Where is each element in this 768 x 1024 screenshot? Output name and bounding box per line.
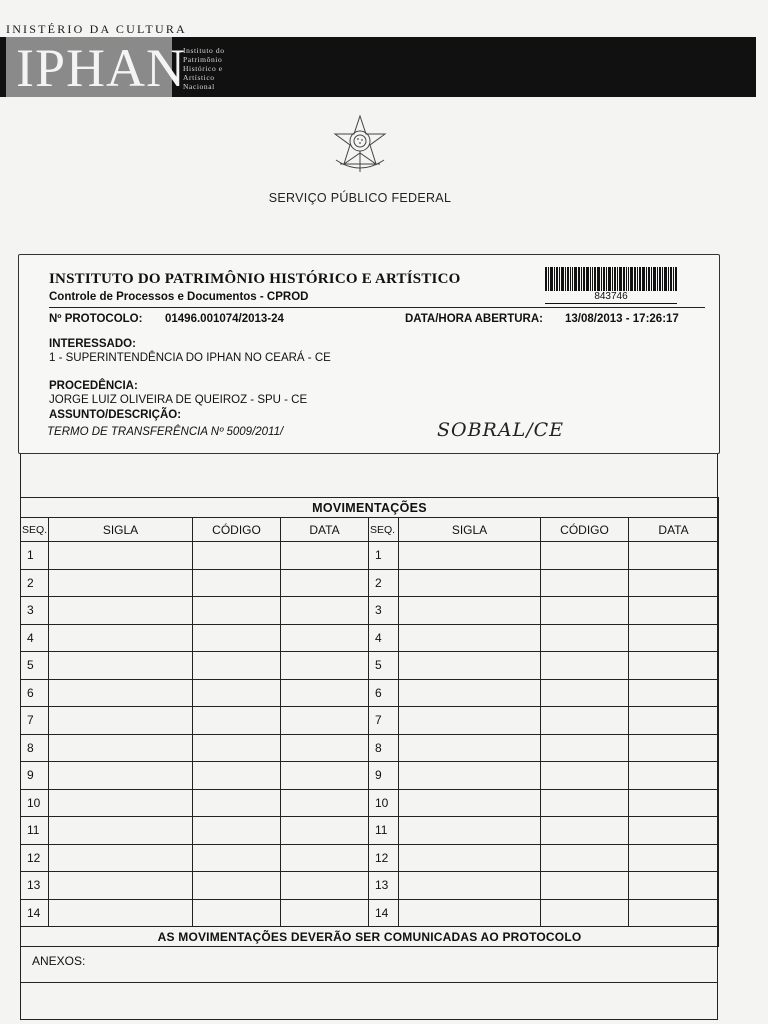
empty-cell [629, 762, 719, 790]
table-row [21, 679, 719, 707]
movements-title: MOVIMENTAÇÕES [21, 498, 719, 518]
empty-cell [541, 652, 629, 680]
seq-cell: 3 [21, 597, 49, 625]
empty-cell [49, 817, 193, 845]
column-header: DATA [281, 518, 369, 542]
empty-cell [49, 679, 193, 707]
seq-cell: 2 [21, 569, 49, 597]
column-header: SIGLA [399, 518, 541, 542]
ministry-name: INISTÉRIO DA CULTURA [6, 22, 187, 36]
seq-cell: 4 [21, 624, 49, 652]
cprod-subtitle: Controle de Processos e Documentos - CPROD [49, 291, 309, 303]
table-row [21, 762, 719, 790]
empty-cell [193, 707, 281, 735]
seq-cell: 13 [21, 872, 49, 900]
empty-cell [281, 844, 369, 872]
empty-cell [49, 899, 193, 927]
empty-cell [629, 844, 719, 872]
empty-cell [541, 597, 629, 625]
empty-cell [49, 734, 193, 762]
empty-cell [281, 542, 369, 570]
empty-cell [49, 707, 193, 735]
empty-cell [629, 569, 719, 597]
seq-cell: 13 [369, 872, 399, 900]
movements-header-row [21, 518, 719, 542]
letterhead [0, 10, 768, 98]
empty-cell [281, 624, 369, 652]
empty-cell [629, 789, 719, 817]
empty-cell [629, 624, 719, 652]
divider [49, 307, 705, 308]
empty-cell [399, 652, 541, 680]
table-row [21, 542, 719, 570]
empty-cell [541, 762, 629, 790]
column-header: CÓDIGO [193, 518, 281, 542]
seq-cell: 3 [369, 597, 399, 625]
empty-cell [193, 597, 281, 625]
seq-cell: 9 [369, 762, 399, 790]
seq-cell: 2 [369, 569, 399, 597]
table-row [21, 899, 719, 927]
empty-cell [49, 652, 193, 680]
empty-cell [281, 762, 369, 790]
seq-cell: 10 [369, 789, 399, 817]
process-info-box [18, 254, 720, 454]
empty-cell [49, 789, 193, 817]
empty-cell [281, 652, 369, 680]
empty-cell [399, 734, 541, 762]
empty-cell [541, 734, 629, 762]
empty-cell [193, 569, 281, 597]
empty-cell [281, 569, 369, 597]
empty-cell [399, 872, 541, 900]
iphan-logo-box [6, 37, 187, 98]
empty-cell [193, 844, 281, 872]
movements-body [21, 542, 719, 927]
empty-cell [193, 899, 281, 927]
empty-cell [399, 597, 541, 625]
table-row [21, 707, 719, 735]
empty-cell [541, 569, 629, 597]
empty-cell [541, 624, 629, 652]
origin-label: PROCEDÊNCIA: [49, 380, 138, 392]
seq-cell: 7 [369, 707, 399, 735]
empty-cell [629, 817, 719, 845]
empty-cell [629, 597, 719, 625]
empty-cell [399, 789, 541, 817]
empty-cell [399, 844, 541, 872]
protocol-value: 01496.001074/2013-24 [165, 313, 284, 325]
empty-cell [399, 679, 541, 707]
empty-cell [281, 817, 369, 845]
empty-cell [281, 899, 369, 927]
seq-cell: 5 [369, 652, 399, 680]
empty-cell [629, 899, 719, 927]
empty-cell [281, 789, 369, 817]
empty-cell [281, 597, 369, 625]
empty-cell [49, 542, 193, 570]
table-row [21, 844, 719, 872]
handwritten-annotation: SOBRAL/CE [437, 419, 565, 441]
opening-value: 13/08/2013 - 17:26:17 [565, 313, 679, 325]
seq-cell: 6 [369, 679, 399, 707]
column-header: DATA [629, 518, 719, 542]
federal-service-heading: SERVIÇO PÚBLICO FEDERAL [268, 191, 452, 205]
empty-cell [281, 679, 369, 707]
seq-cell: 12 [369, 844, 399, 872]
empty-cell [399, 817, 541, 845]
seq-cell: 10 [21, 789, 49, 817]
subject-label: ASSUNTO/DESCRIÇÃO: [49, 409, 182, 421]
empty-cell [281, 707, 369, 735]
opening-label: DATA/HORA ABERTURA: [405, 313, 543, 325]
seq-cell: 4 [369, 624, 399, 652]
seq-cell: 6 [21, 679, 49, 707]
annex-divider [20, 982, 718, 983]
empty-cell [49, 569, 193, 597]
empty-cell [193, 624, 281, 652]
empty-cell [541, 872, 629, 900]
seq-cell: 8 [369, 734, 399, 762]
empty-cell [49, 624, 193, 652]
empty-cell [193, 652, 281, 680]
column-header: SEQ. [21, 518, 49, 542]
seq-cell: 8 [21, 734, 49, 762]
table-row [21, 597, 719, 625]
empty-cell [193, 679, 281, 707]
table-row [21, 734, 719, 762]
empty-cell [629, 652, 719, 680]
empty-cell [399, 707, 541, 735]
protocol-label: Nº PROTOCOLO: [49, 313, 143, 325]
barcode-icon [545, 267, 677, 291]
empty-cell [629, 734, 719, 762]
seq-cell: 14 [369, 899, 399, 927]
table-row [21, 569, 719, 597]
empty-cell [193, 789, 281, 817]
seq-cell: 11 [21, 817, 49, 845]
interested-label: INTERESSADO: [49, 338, 136, 350]
empty-cell [629, 707, 719, 735]
interested-value: 1 - SUPERINTENDÊNCIA DO IPHAN NO CEARÁ - CE [49, 352, 331, 364]
empty-cell [193, 542, 281, 570]
column-header: SEQ. [369, 518, 399, 542]
table-row [21, 624, 719, 652]
seq-cell: 1 [21, 542, 49, 570]
seq-cell: 7 [21, 707, 49, 735]
seq-cell: 11 [369, 817, 399, 845]
empty-cell [193, 872, 281, 900]
column-header: CÓDIGO [541, 518, 629, 542]
movements-table [20, 497, 719, 947]
empty-cell [49, 844, 193, 872]
annex-label: ANEXOS: [32, 954, 86, 968]
movements-footer-note: AS MOVIMENTAÇÕES DEVERÃO SER COMUNICADAS AO PROTOCOLO [21, 927, 719, 947]
empty-cell [281, 872, 369, 900]
table-row [21, 817, 719, 845]
empty-cell [399, 569, 541, 597]
seq-cell: 1 [369, 542, 399, 570]
empty-cell [399, 899, 541, 927]
table-row [21, 872, 719, 900]
empty-cell [629, 872, 719, 900]
table-row [21, 652, 719, 680]
seq-cell: 12 [21, 844, 49, 872]
institute-title: INSTITUTO DO PATRIMÔNIO HISTÓRICO E ARTÍSTICO [49, 271, 461, 287]
empty-cell [629, 679, 719, 707]
empty-cell [49, 762, 193, 790]
empty-cell [629, 542, 719, 570]
seq-cell: 14 [21, 899, 49, 927]
empty-cell [541, 899, 629, 927]
column-header: SIGLA [49, 518, 193, 542]
empty-cell [193, 817, 281, 845]
barcode-number: 843746 [545, 291, 677, 304]
empty-cell [541, 844, 629, 872]
empty-cell [399, 762, 541, 790]
empty-cell [541, 817, 629, 845]
seq-cell: 9 [21, 762, 49, 790]
empty-cell [193, 734, 281, 762]
empty-cell [49, 597, 193, 625]
origin-value: JORGE LUIZ OLIVEIRA DE QUEIROZ - SPU - CE [49, 394, 308, 406]
table-row [21, 789, 719, 817]
empty-cell [541, 542, 629, 570]
empty-cell [541, 679, 629, 707]
empty-cell [541, 707, 629, 735]
empty-cell [399, 624, 541, 652]
iphan-logo: IPHAN [16, 38, 187, 98]
subject-value: TERMO DE TRANSFERÊNCIA Nº 5009/2011/ [47, 426, 284, 438]
institute-name: Instituto do Patrimônio Histórico e Artístico Nacional [183, 46, 225, 91]
empty-cell [193, 762, 281, 790]
empty-cell [399, 542, 541, 570]
coat-of-arms-icon [328, 114, 392, 178]
empty-cell [49, 872, 193, 900]
empty-cell [281, 734, 369, 762]
seq-cell: 5 [21, 652, 49, 680]
empty-cell [541, 789, 629, 817]
